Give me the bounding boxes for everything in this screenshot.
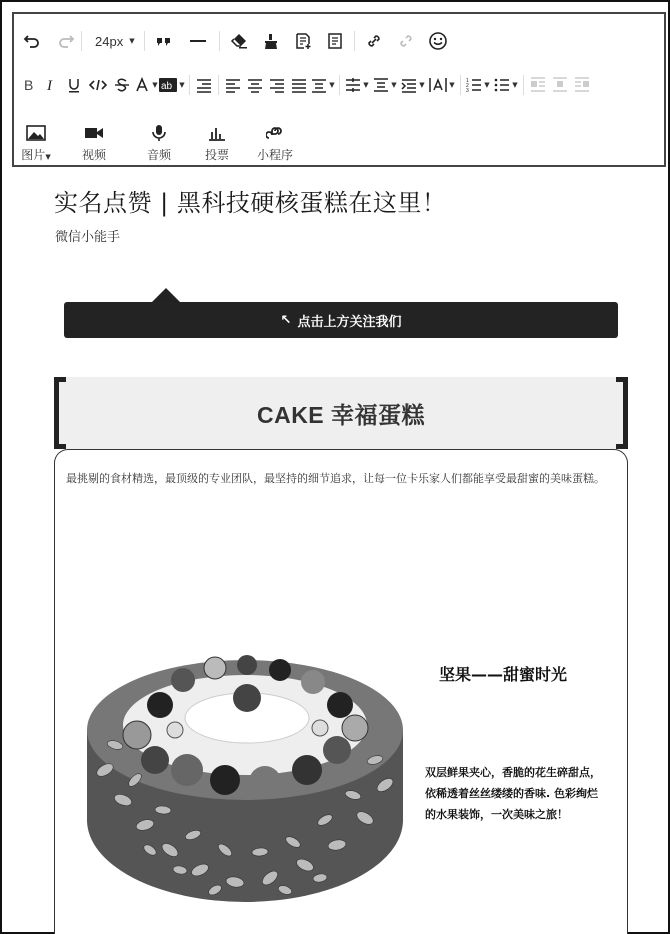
bracket-left-decoration xyxy=(54,377,66,449)
chevron-down-icon: ▼ xyxy=(419,81,425,89)
undo-icon[interactable] xyxy=(20,27,44,55)
align-justify-icon[interactable] xyxy=(288,71,310,99)
content-card xyxy=(54,449,628,934)
insert-audio-button[interactable] xyxy=(130,122,188,163)
toolbar-row-history xyxy=(14,26,664,56)
separator xyxy=(460,75,461,95)
microphone-icon xyxy=(151,122,167,144)
article-title[interactable]: 实名点赞 | 黑科技硬核蛋糕在这里！ xyxy=(54,189,447,217)
article-author[interactable]: 微信小能手 xyxy=(55,230,121,245)
insert-image-label: 图片▼ xyxy=(21,148,51,162)
italic-icon[interactable] xyxy=(40,71,62,99)
intro-paragraph[interactable]: 最挑剔的食材精选，最顶级的专业团队，最坚持的细节追求，让每一位卡乐家人们都能享受最甜蜜的美味蛋糕。 xyxy=(66,472,605,485)
align-left-icon[interactable] xyxy=(222,71,244,99)
indent-first-line-icon[interactable] xyxy=(193,71,215,99)
insert-audio-label: 音频 xyxy=(146,148,171,162)
font-size-value: 24px xyxy=(95,33,124,49)
align-center-icon[interactable] xyxy=(244,71,266,99)
bracket-right-decoration xyxy=(616,377,628,449)
strikethrough-icon[interactable] xyxy=(110,71,134,99)
chevron-down-icon: ▼ xyxy=(329,81,335,89)
follow-bar[interactable] xyxy=(64,302,618,338)
line-height-icon[interactable] xyxy=(343,71,371,99)
font-size-select[interactable] xyxy=(85,27,141,55)
image-float-left-icon[interactable] xyxy=(527,71,549,99)
editor-toolbar xyxy=(12,12,666,167)
highlight-color-icon[interactable] xyxy=(158,71,186,99)
indent-icon[interactable] xyxy=(399,71,427,99)
chevron-down-icon: ▼ xyxy=(512,81,518,89)
unlink-icon[interactable] xyxy=(394,27,418,55)
horizontal-rule-icon[interactable] xyxy=(186,27,210,55)
chevron-down-icon: ▼ xyxy=(152,81,158,89)
svg-text:B: B xyxy=(24,77,34,93)
eraser-icon[interactable] xyxy=(227,27,251,55)
insert-mini-program-button[interactable] xyxy=(246,122,304,163)
promo-description xyxy=(425,762,625,825)
font-color-icon[interactable] xyxy=(134,71,158,99)
section-title[interactable]: CAKE 幸福蛋糕 xyxy=(256,401,426,428)
underline-icon[interactable] xyxy=(62,71,86,99)
insert-template-icon[interactable] xyxy=(291,27,315,55)
bold-icon[interactable] xyxy=(18,71,40,99)
promo-image[interactable] xyxy=(67,530,617,934)
format-painter-icon[interactable] xyxy=(259,27,283,55)
insert-vote-button[interactable] xyxy=(188,122,246,163)
promo-line: 依稀透着丝丝缕缕的香味. 色彩绚烂 xyxy=(425,787,599,800)
document-icon[interactable] xyxy=(323,27,347,55)
svg-text:3: 3 xyxy=(466,88,470,93)
promo-heading: 坚果——甜蜜时光 xyxy=(439,665,568,684)
letter-spacing-icon[interactable] xyxy=(427,71,457,99)
ordered-list-icon[interactable] xyxy=(464,71,492,99)
cake-illustration xyxy=(75,620,415,920)
blockquote-icon[interactable] xyxy=(152,27,176,55)
chevron-down-icon: ▼ xyxy=(363,81,369,89)
chevron-down-icon: ▼ xyxy=(129,37,135,45)
image-float-right-icon[interactable] xyxy=(571,71,593,99)
redo-icon[interactable] xyxy=(54,27,78,55)
separator xyxy=(81,31,82,51)
unordered-list-icon[interactable] xyxy=(492,71,520,99)
toolbar-row-format xyxy=(14,70,664,100)
chevron-down-icon: ▼ xyxy=(449,81,455,89)
svg-text:I: I xyxy=(47,78,52,93)
insert-video-label: 视频 xyxy=(81,148,106,162)
separator xyxy=(189,75,190,95)
svg-text:1: 1 xyxy=(466,78,470,84)
section-header xyxy=(54,377,628,449)
align-right-icon[interactable] xyxy=(266,71,288,99)
insert-image-button[interactable] xyxy=(14,122,58,163)
separator xyxy=(354,31,355,51)
separator xyxy=(219,31,220,51)
link-icon[interactable] xyxy=(362,27,386,55)
code-icon[interactable] xyxy=(86,71,110,99)
vote-icon xyxy=(208,122,226,144)
follow-arrow-pointer xyxy=(152,288,180,302)
insert-video-button[interactable] xyxy=(58,122,130,163)
paragraph-spacing-icon[interactable] xyxy=(371,71,399,99)
emoji-icon[interactable] xyxy=(426,27,450,55)
chevron-down-icon: ▼ xyxy=(484,81,490,89)
promo-line: 双层鲜果夹心，香脆的花生碎甜点， xyxy=(425,766,601,779)
image-inline-icon[interactable] xyxy=(549,71,571,99)
separator xyxy=(523,75,524,95)
svg-text:ab: ab xyxy=(161,81,173,92)
follow-label: 点击上方关注我们 xyxy=(297,314,402,330)
chevron-down-icon: ▼ xyxy=(179,81,185,89)
video-icon xyxy=(84,122,104,144)
promo-line: 的水果装饰，一次美味之旅！ xyxy=(425,808,568,821)
insert-mini-program-label: 小程序 xyxy=(256,148,293,162)
image-icon xyxy=(26,122,46,144)
insert-vote-label: 投票 xyxy=(204,148,229,162)
svg-text:2: 2 xyxy=(466,83,470,89)
toolbar-row-media xyxy=(14,122,664,166)
cursor-arrow-icon: ↖ xyxy=(280,312,292,328)
separator xyxy=(144,31,145,51)
chevron-down-icon: ▼ xyxy=(391,81,397,89)
align-distributed-icon[interactable] xyxy=(310,71,336,99)
separator xyxy=(339,75,340,95)
mini-program-icon xyxy=(266,122,284,144)
separator xyxy=(218,75,219,95)
